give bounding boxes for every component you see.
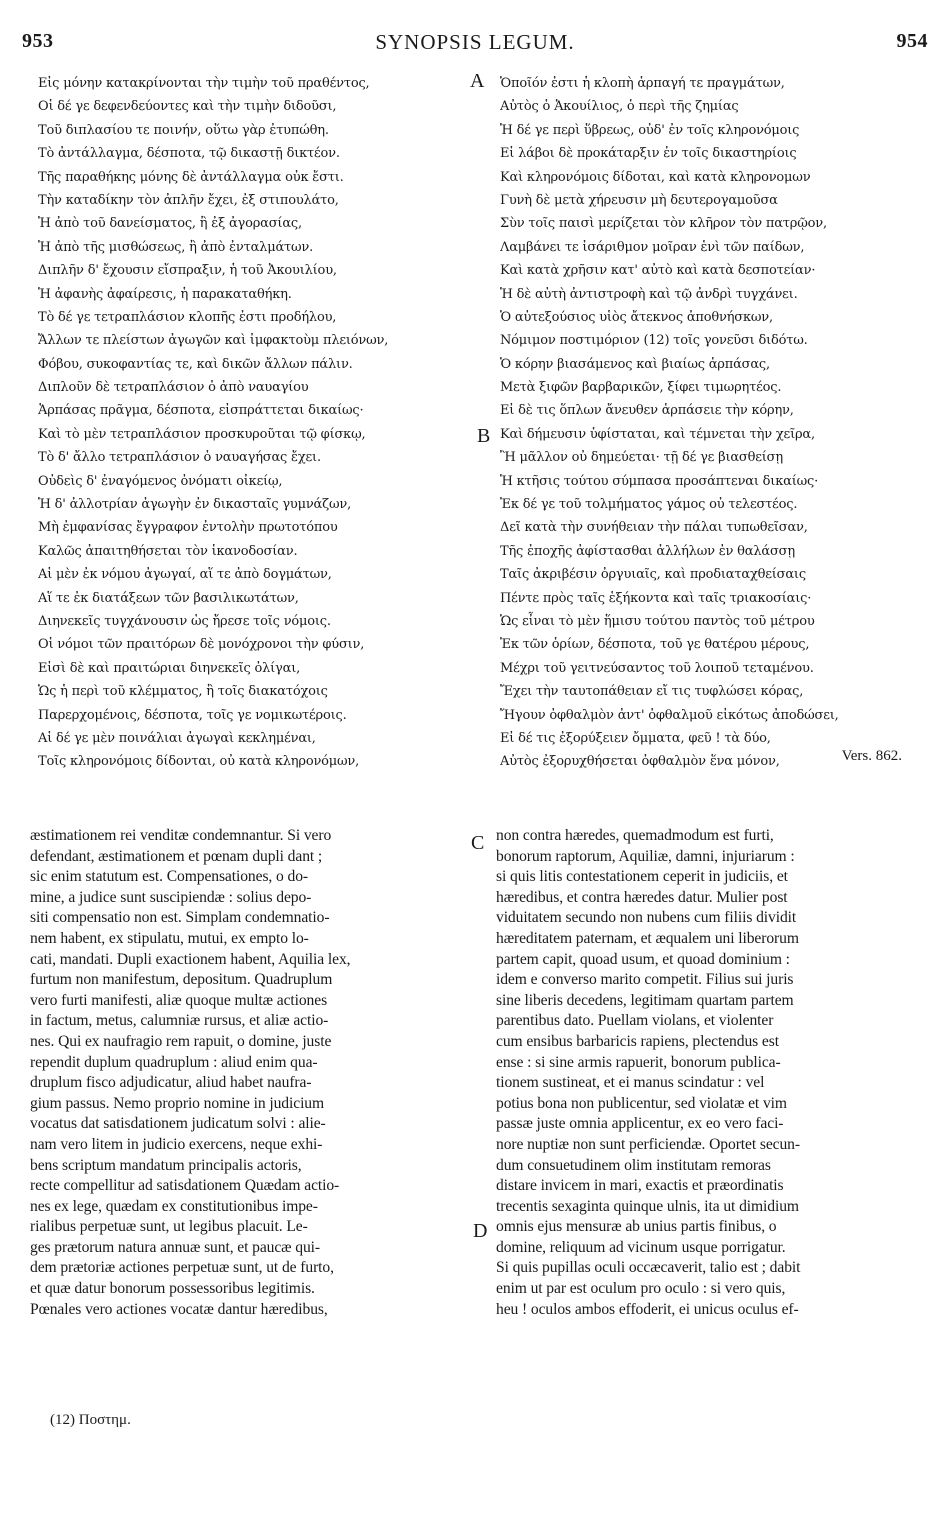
latin-translation-column-left xyxy=(30,826,468,1320)
greek-verse-line: Καὶ κατὰ χρῆσιν κατ' αὐτὸ καὶ κατὰ δεσποτείαν· xyxy=(500,263,816,279)
latin-text-line: parentibus dato. Puellam violans, et violenter xyxy=(496,1012,774,1030)
greek-verse-line: Αὐτὸς ὁ Ἀκουίλιος, ὁ περὶ τῆς ζημίας xyxy=(500,99,739,115)
latin-text-line: partem capit, quoad usum, et quoad dominium : xyxy=(496,950,790,968)
latin-text-line: dum consuetudinem olim institutam remoras xyxy=(496,1156,771,1174)
latin-text-line: sine liberis decedens, legitimam quartam partem xyxy=(496,991,794,1009)
latin-text-line: vocatus dat satisdationem judicatum solvi : alie- xyxy=(30,1115,326,1133)
greek-verse-line: Ἄλλων τε πλείστων ἀγωγῶν καὶ ἰμφακτοὺμ πλειόνων, xyxy=(38,333,389,349)
latin-text-line: hæredibus, et contra hæredes datur. Mulier post xyxy=(496,888,788,906)
greek-verse-line: Εἰ δέ τις ἐξορύξειεν ὄμματα, φεῦ ! τὰ δύο, xyxy=(500,730,771,746)
latin-text-line: si quis litis contestationem ceperit in judiciis, et xyxy=(496,868,788,886)
greek-verse-line: Ἡ δὲ αὐτὴ ἀντιστροφὴ καὶ τῷ ἀνδρὶ τυγχάνει. xyxy=(500,286,798,302)
latin-text-line: tionem sustineat, et ei manus scindatur : vel xyxy=(496,1074,765,1092)
greek-verse-line: Ἡ κτῆσις τούτου σύμπασα προσάπτεναι δικαίως· xyxy=(500,473,819,489)
greek-verse-line: Μὴ ἐμφανίσας ἔγγραφον ἐντολὴν πρωτοτόπου xyxy=(38,520,338,536)
latin-text-line: recte compellitur ad satisdationem Quædam actio- xyxy=(30,1177,340,1195)
latin-text-line: passæ juste omnia applicentur, ex eo vero faci- xyxy=(496,1115,784,1133)
greek-verse-line: Μέχρι τοῦ γειτνεύσαντος τοῦ λοιποῦ τεταμένου. xyxy=(500,660,814,676)
greek-verse-column-right xyxy=(500,72,905,774)
section-marker-d: D xyxy=(473,1220,488,1242)
latin-text-line: nore nuptiæ non sunt perficiendæ. Oportet secun- xyxy=(496,1135,800,1153)
greek-verse-line: Ὁποῖόν ἐστι ἡ κλοπὴ ἁρπαγή τε πραγμάτων, xyxy=(500,76,785,91)
greek-verse-line: Σὺν τοῖς παισὶ μερίζεται τὸν κλῆρον τὸν πατρῷον, xyxy=(500,216,827,232)
latin-text-line: omnis ejus mensuræ ab unius partis finibus, o xyxy=(496,1218,777,1236)
greek-verse-line: Φόβου, συκοφαντίας τε, καὶ δικῶν ἄλλων πάλιν. xyxy=(38,356,353,372)
latin-text-line: Si quis pupillas oculi occæcaverit, talio est ; dabit xyxy=(496,1259,801,1277)
latin-text-line: bonorum raptorum, Aquiliæ, damni, injuriarum : xyxy=(496,847,795,865)
latin-text-line: in factum, metus, calumniæ rursus, et aliæ actio- xyxy=(30,1012,329,1030)
latin-text-line: ense : si sine armis rapuerit, bonorum publica- xyxy=(496,1053,781,1071)
greek-verse-line: Τὴν καταδίκην τὸν ἀπλῆν ἔχει, ἐξ στιπουλάτο, xyxy=(38,192,339,208)
greek-verse-line: Ὡς εἶναι τὸ μὲν ἥμισυ τούτου παντὸς τοῦ μέτρου xyxy=(500,613,815,629)
latin-text-line: ges prætorum natura annuæ sunt, et paucæ qui- xyxy=(30,1238,320,1256)
greek-verse-line: Τὸ δ' ἄλλο τετραπλάσιον ὁ ναυαγήσας ἔχει. xyxy=(38,450,321,466)
greek-verse-line: Ταῖς ἀκριβέσιν ὀργυιαῖς, καὶ προδιαταχθείσαις xyxy=(500,567,806,583)
latin-text-line: rialibus perpetuæ sunt, ut legibus placuit. Le- xyxy=(30,1218,308,1236)
latin-text-line: hæreditatem paternam, et æqualem uni liberorum xyxy=(496,929,799,947)
latin-text-line: nes. Qui ex naufragio rem rapuit, o domine, juste xyxy=(30,1032,332,1050)
greek-verse-line: Μετὰ ξιφῶν βαρβαρικῶν, ξίφει τιμωρητέος. xyxy=(500,380,782,396)
greek-verse-line: Ἐκ δέ γε τοῦ τολμήματος γάμος οὐ τελεστέος. xyxy=(500,497,798,513)
greek-verse-line: Οἱ δέ γε δεφενδεύοντες καὶ τὴν τιμὴν διδοῦσι, xyxy=(38,99,337,115)
latin-text-line: æstimationem rei venditæ condemnantur. Si vero xyxy=(30,827,332,844)
greek-verse-line: Λαμβάνει τε ἰσάριθμον μοῖραν ἑνὶ τῶν παίδων, xyxy=(500,239,805,255)
greek-verse-line: Τὸ ἀντάλλαγμα, δέσποτα, τῷ δικαστῇ δικτέον. xyxy=(38,146,340,162)
greek-verse-line: Ὡς ἡ περὶ τοῦ κλέμματος, ἢ τοῖς διακατόχοις xyxy=(38,684,328,700)
greek-verse-line: Ὁ αὐτεξούσιος υἱὸς ἄτεκνος ἀποθνήσκων, xyxy=(500,309,773,325)
greek-verse-line: Ἡ δέ γε περὶ ὕβρεως, οὐδ' ἐν τοῖς κληρονόμοις xyxy=(500,122,800,138)
latin-text-line: vero furti manifesti, aliæ quoque multæ actiones xyxy=(30,991,328,1009)
greek-verse-line: Αἵ τε ἐκ διατάξεων τῶν βασιλικωτάτων, xyxy=(38,590,299,606)
greek-verse-line: Καὶ κληρονόμοις δίδοται, καὶ κατὰ κληρονομων xyxy=(500,169,811,185)
section-marker-a: A xyxy=(470,70,485,92)
greek-verse-line: Διηνεκεῖς τυγχάνουσιν ὡς ἤρεσε τοῖς νόμοις. xyxy=(38,613,331,629)
greek-verse-line: Ἁρπάσας πρᾶγμα, δέσποτα, εἰσπράττεται δικαίως· xyxy=(38,403,364,419)
greek-verse-line: Ἡ ἀφανὴς ἀφαίρεσις, ἡ παρακαταθήκη. xyxy=(38,286,292,302)
greek-verse-line: Τοῖς κληρονόμοις δίδονται, οὐ κατὰ κληρονόμων, xyxy=(38,754,360,770)
greek-verse-line: Εἰς μόνην κατακρίνονται τὴν τιμὴν τοῦ πραθέντος, xyxy=(38,76,370,91)
latin-text-line: rependit duplum quadruplum : aliud enim qua- xyxy=(30,1053,318,1071)
greek-verse-line: Καλῶς ἀπαιτηθήσεται τὸν ἱκανοδοσίαν. xyxy=(38,543,298,559)
latin-text-line: siti compensatio non est. Simplam condemnatio- xyxy=(30,909,330,927)
latin-translation-column-right xyxy=(496,826,924,1320)
latin-text-line: cum ensibus barbaricis rapiens, plectendus est xyxy=(496,1032,779,1050)
latin-text-line: gium passus. Nemo proprio nomine in judicium xyxy=(30,1094,325,1112)
greek-verse-line: Διπλοῦν δὲ τετραπλάσιον ὁ ἀπὸ ναυαγίου xyxy=(38,380,309,396)
latin-text-line: viduitatem secundo non nubens cum filiis dividit xyxy=(496,909,797,927)
greek-verse-line: Αὐτὸς ἐξορυχθήσεται ὀφθαλμὸν ἕνα μόνον, xyxy=(500,754,780,770)
greek-verse-line: Αἱ μὲν ἐκ νόμου ἀγωγαί, αἵ τε ἀπὸ δογμάτων, xyxy=(38,567,332,583)
footnote: (12) Ποστημ. xyxy=(50,1412,131,1428)
latin-text-line: non contra hæredes, quemadmodum est furti, xyxy=(496,827,774,844)
latin-text-line: mine, a judice sunt suscipiendæ : solius depo- xyxy=(30,888,312,906)
page-number-left: 953 xyxy=(22,30,54,52)
latin-text-line: nes ex lege, quædam ex constitutionibus impe- xyxy=(30,1197,318,1215)
latin-text-line: enim ut par est oculum pro oculo : si vero quis, xyxy=(496,1280,786,1298)
greek-verse-line: Ἐκ τῶν ὁρίων, δέσποτα, τοῦ γε θατέρου μέρους, xyxy=(500,637,810,653)
latin-text-line: bens scriptum mandatum principalis actoris, xyxy=(30,1156,302,1174)
latin-text-line: trecentis sexaginta quinque ulnis, ita ut dimidium xyxy=(496,1197,799,1215)
greek-verse-line: Ἢ μᾶλλον οὐ δημεύεται· τῇ δέ γε βιασθείσῃ xyxy=(500,450,783,466)
greek-verse-line: Τοῦ διπλασίου τε ποινήν, οὕτω γὰρ ἐτυπώθη. xyxy=(38,122,329,138)
greek-verse-line: Οὐδεὶς δ' ἐναγόμενος ὀνόματι οἰκείῳ, xyxy=(38,473,283,489)
greek-verse-line: Αἱ δέ γε μὲν ποινάλιαι ἀγωγαὶ κεκλημέναι, xyxy=(38,730,316,746)
greek-verse-line: Καὶ τὸ μὲν τετραπλάσιον προσκυροῦται τῷ φίσκῳ, xyxy=(38,426,366,442)
greek-verse-line: Εἰ δὲ τις ὅπλων ἄνευθεν ἁρπάσειε τὴν κόρην, xyxy=(500,403,794,419)
greek-verse-line: Εἰ λάβοι δὲ προκάταρξιν ἐν τοῖς δικαστηρίοις xyxy=(500,146,797,162)
greek-verse-line: Πέντε πρὸς ταῖς ἑξήκοντα καὶ ταῖς τριακοσίαις· xyxy=(500,590,812,606)
latin-text-line: distare invicem in mari, exactis et præordinatis xyxy=(496,1177,784,1195)
latin-text-line: nem habent, ex stipulatu, mutui, ex empto lo- xyxy=(30,929,309,947)
greek-verse-line: Τὸ δέ γε τετραπλάσιον κλοπῆς ἐστι προδήλου, xyxy=(38,309,337,325)
verse-number-note: Vers. 862. xyxy=(841,748,902,764)
latin-text-line: dem prætoriæ actiones perpetuæ sunt, ut de furto, xyxy=(30,1259,334,1277)
greek-verse-column-left xyxy=(38,72,458,774)
greek-verse-line: Τῆς ἐποχῆς ἀφίστασθαι ἀλλήλων ἐν θαλάσσῃ xyxy=(500,543,795,559)
latin-text-line: cati, mandati. Dupli exactionem habent, Aquilia lex, xyxy=(30,950,351,968)
greek-verse-line: Καὶ δήμευσιν ὑφίσταται, καὶ τέμνεται τὴν χεῖρα, xyxy=(500,426,815,442)
latin-text-line: druplum fisco adjudicatur, aliud habet naufra- xyxy=(30,1074,312,1092)
greek-verse-line: Ἤγουν ὀφθαλμὸν ἀντ' ὀφθαλμοῦ εἰκότως ἀποδώσει, xyxy=(500,707,839,723)
page-number-right: 954 xyxy=(896,30,928,52)
running-title: SYNOPSIS LEGUM. xyxy=(375,30,575,54)
latin-text-line: heu ! oculos ambos effoderit, ei unicus oculus ef- xyxy=(496,1300,799,1318)
greek-verse-line: Ἡ δ' ἀλλοτρίαν ἀγωγὴν ἐν δικασταῖς γυμνάζων, xyxy=(38,497,352,513)
latin-text-line: nam vero litem in judicio exercens, neque exhi- xyxy=(30,1135,323,1153)
latin-text-line: et quæ datur bonorum possessoribus legitimis. xyxy=(30,1280,315,1298)
latin-text-line: sic enim statutum est. Compensationes, o do- xyxy=(30,868,308,886)
greek-verse-line: Ἡ ἀπὸ τῆς μισθώσεως, ἢ ἀπὸ ἐνταλμάτων. xyxy=(38,239,314,255)
greek-verse-line: Δεῖ κατὰ τὴν συνήθειαν τὴν πάλαι τυπωθεῖσαν, xyxy=(500,520,808,536)
greek-verse-line: Ἡ ἀπὸ τοῦ δανείσματος, ἢ ἐξ ἀγορασίας, xyxy=(38,216,302,232)
latin-text-line: potius bona non publicentur, sed violatæ et vim xyxy=(496,1094,787,1112)
latin-text-line: defendant, æstimationem et pœnam dupli dant ; xyxy=(30,847,323,865)
running-header xyxy=(22,30,928,58)
greek-verse-line: Ὁ κόρην βιασάμενος καὶ βιαίως ἁρπάσας, xyxy=(500,356,770,372)
latin-text-line: idem e converso marito competit. Filius sui juris xyxy=(496,971,794,989)
section-marker-b: B xyxy=(477,425,491,447)
latin-text-line: furtum non manifestum, depositum. Quadruplum xyxy=(30,971,333,989)
greek-verse-line: Οἱ νόμοι τῶν πραιτόρων δὲ μονόχρονοι τὴν φύσιν, xyxy=(38,637,365,653)
greek-verse-line: Ἔχει τὴν ταυτοπάθειαν εἴ τις τυφλώσει κόρας, xyxy=(500,684,804,700)
greek-verse-line: Εἰσὶ δὲ καὶ πραιτώριαι διηνεκεῖς ὀλίγαι, xyxy=(38,660,301,676)
greek-verse-line: Τῆς παραθήκης μόνης δὲ ἀντάλλαγμα οὐκ ἔστι. xyxy=(38,169,344,185)
greek-verse-line: Γυνὴ δὲ μετὰ χήρευσιν μὴ δευτερογαμοῦσα xyxy=(500,192,778,208)
greek-verse-line: Παρερχομένοις, δέσποτα, τοῖς γε νομικωτέροις. xyxy=(38,707,347,723)
greek-verse-line: Διπλῆν δ' ἔχουσιν εἴσπραξιν, ἡ τοῦ Ἀκουιλίου, xyxy=(38,263,337,279)
latin-text-line: domine, reliquum ad vicinum usque porrigatur. xyxy=(496,1238,786,1256)
section-marker-c: C xyxy=(471,832,485,854)
greek-verse-line: Νόμιμον ποστιμόριον (12) τοῖς γονεῦσι διδότω. xyxy=(500,333,808,349)
latin-text-line: Pœnales vero actiones vocatæ dantur hæredibus, xyxy=(30,1300,328,1318)
